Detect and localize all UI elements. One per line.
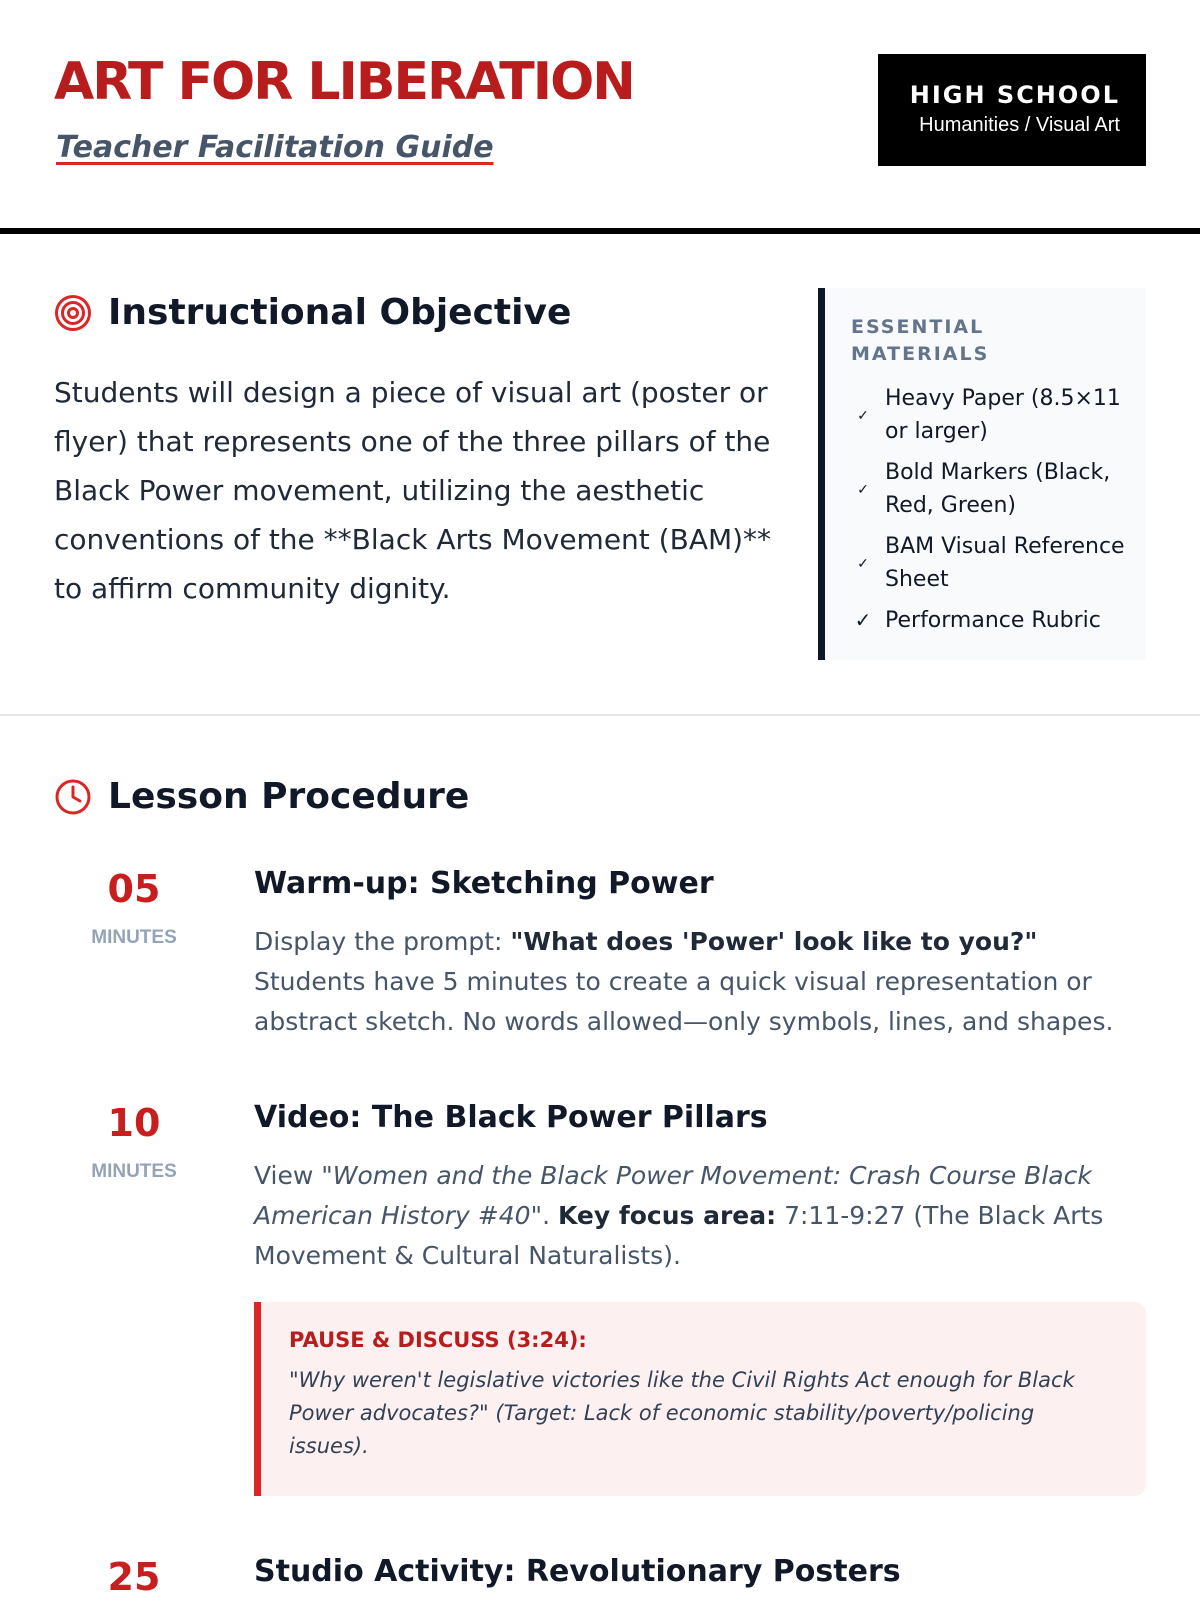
material-label: BAM Visual Reference Sheet: [885, 534, 1125, 592]
material-label: Performance Rubric: [885, 608, 1101, 633]
discussion-callout: [254, 1302, 1146, 1496]
key-focus-label: Key focus area:: [557, 1201, 777, 1230]
guide-subtitle: Teacher Facilitation Guide: [56, 130, 494, 165]
prompt-question: "What does 'Power' look like to you?": [510, 927, 1038, 956]
step-minutes: 05: [107, 867, 161, 911]
step-description: View "Women and the Black Power Movement: Crash Course Black American History #40". Key focus area: 7:11-9:27 (The Black Arts Movement & Cultural Naturalists).: [254, 1161, 1104, 1270]
guide-header: [0, 0, 1200, 234]
procedure-heading-row: [54, 776, 469, 817]
list-item: [851, 456, 1126, 522]
grade-level: HIGH SCHOOL: [909, 81, 1120, 109]
procedure-heading: Lesson Procedure: [108, 776, 470, 817]
checkmark-icon: ✓: [857, 406, 869, 423]
checkmark-icon: ✓: [857, 480, 869, 497]
step-minutes: 25: [107, 1555, 161, 1599]
list-item: [851, 604, 1126, 637]
step-title: Studio Activity: Revolutionary Posters: [254, 1554, 901, 1589]
step-unit: MINUTES: [91, 1161, 177, 1182]
step-description: Display the prompt: "What does 'Power' look like to you?" Students have 5 minutes to create a quick visual representation or abstract sketch. No words allowed—only symbols, lines, and shapes.: [254, 927, 1114, 1036]
subject-area: Humanities / Visual Art: [919, 113, 1120, 136]
guide-title: ART FOR LIBERATION: [54, 52, 634, 112]
section-divider: [0, 714, 1200, 716]
checkmark-icon: ✓: [854, 610, 872, 632]
step-minutes: 10: [107, 1101, 161, 1145]
materials-list: [851, 382, 1126, 637]
objective-heading: Instructional Objective: [108, 292, 572, 333]
step-title: Warm-up: Sketching Power: [254, 866, 714, 901]
checkmark-icon: ✓: [857, 554, 869, 571]
grade-level-badge: [878, 54, 1146, 166]
list-item: [851, 382, 1126, 448]
callout-label: PAUSE & DISCUSS (3:24):: [289, 1328, 587, 1352]
material-label: Heavy Paper (8.5×11 or larger): [885, 386, 1121, 444]
materials-title: ESSENTIAL MATERIALS: [851, 316, 990, 365]
clock-icon: [54, 778, 92, 816]
objective-heading-row: [54, 292, 571, 333]
list-item: [851, 530, 1126, 596]
objective-text: Students will design a piece of visual art (poster or flyer) that represents one of the three pillars of the Black Power movement, utilizing the aesthetic conventions of the **Black Arts Movement (BAM)** to affirm community dignity.: [54, 376, 772, 605]
callout-text: "Why weren't legislative victories like the Civil Rights Act enough for Black Power advocates?" (Target: Lack of economic stability/poverty/policing issues).: [289, 1368, 1075, 1458]
target-icon: [54, 294, 92, 332]
step-title: Video: The Black Power Pillars: [254, 1100, 768, 1135]
material-label: Bold Markers (Black, Red, Green): [885, 460, 1111, 518]
step-unit: MINUTES: [91, 927, 177, 948]
video-title: "Women and the Black Power Movement: Crash Course Black American History #40": [254, 1161, 1092, 1230]
materials-panel: [818, 288, 1146, 660]
